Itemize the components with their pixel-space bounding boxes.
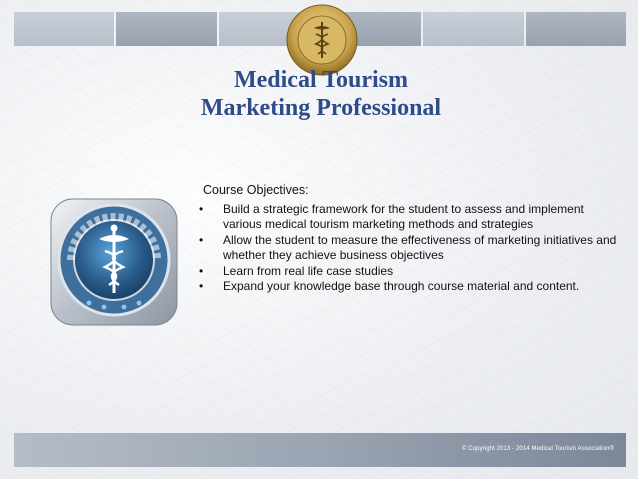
objectives-heading: Course Objectives: <box>203 183 309 197</box>
list-item: • Expand your knowledge base through course material and content. <box>199 279 619 295</box>
objectives-block <box>199 183 619 295</box>
certification-badge <box>49 197 179 327</box>
list-item: • Allow the student to measure the effectiveness of marketing initiatives and whether they achieve business objectives <box>199 233 619 264</box>
top-bar-segment <box>116 12 216 46</box>
top-bar-segment <box>423 12 523 46</box>
copyright-text: © Copyright 2013 - 2014 Medical Tourism Association® <box>461 446 614 452</box>
title-line-1: Medical Tourism <box>233 67 408 93</box>
list-item: • Build a strategic framework for the student to assess and implement various medical tourism marketing methods and strategies <box>199 202 619 233</box>
top-bar-segment <box>14 12 114 46</box>
footer-bar <box>14 433 626 467</box>
top-bar-segment <box>526 12 626 46</box>
title-line-2: Marketing Professional <box>200 95 442 121</box>
list-item: • Learn from real life case studies <box>199 264 619 280</box>
objectives-list <box>199 202 619 295</box>
slide-title <box>176 66 466 122</box>
